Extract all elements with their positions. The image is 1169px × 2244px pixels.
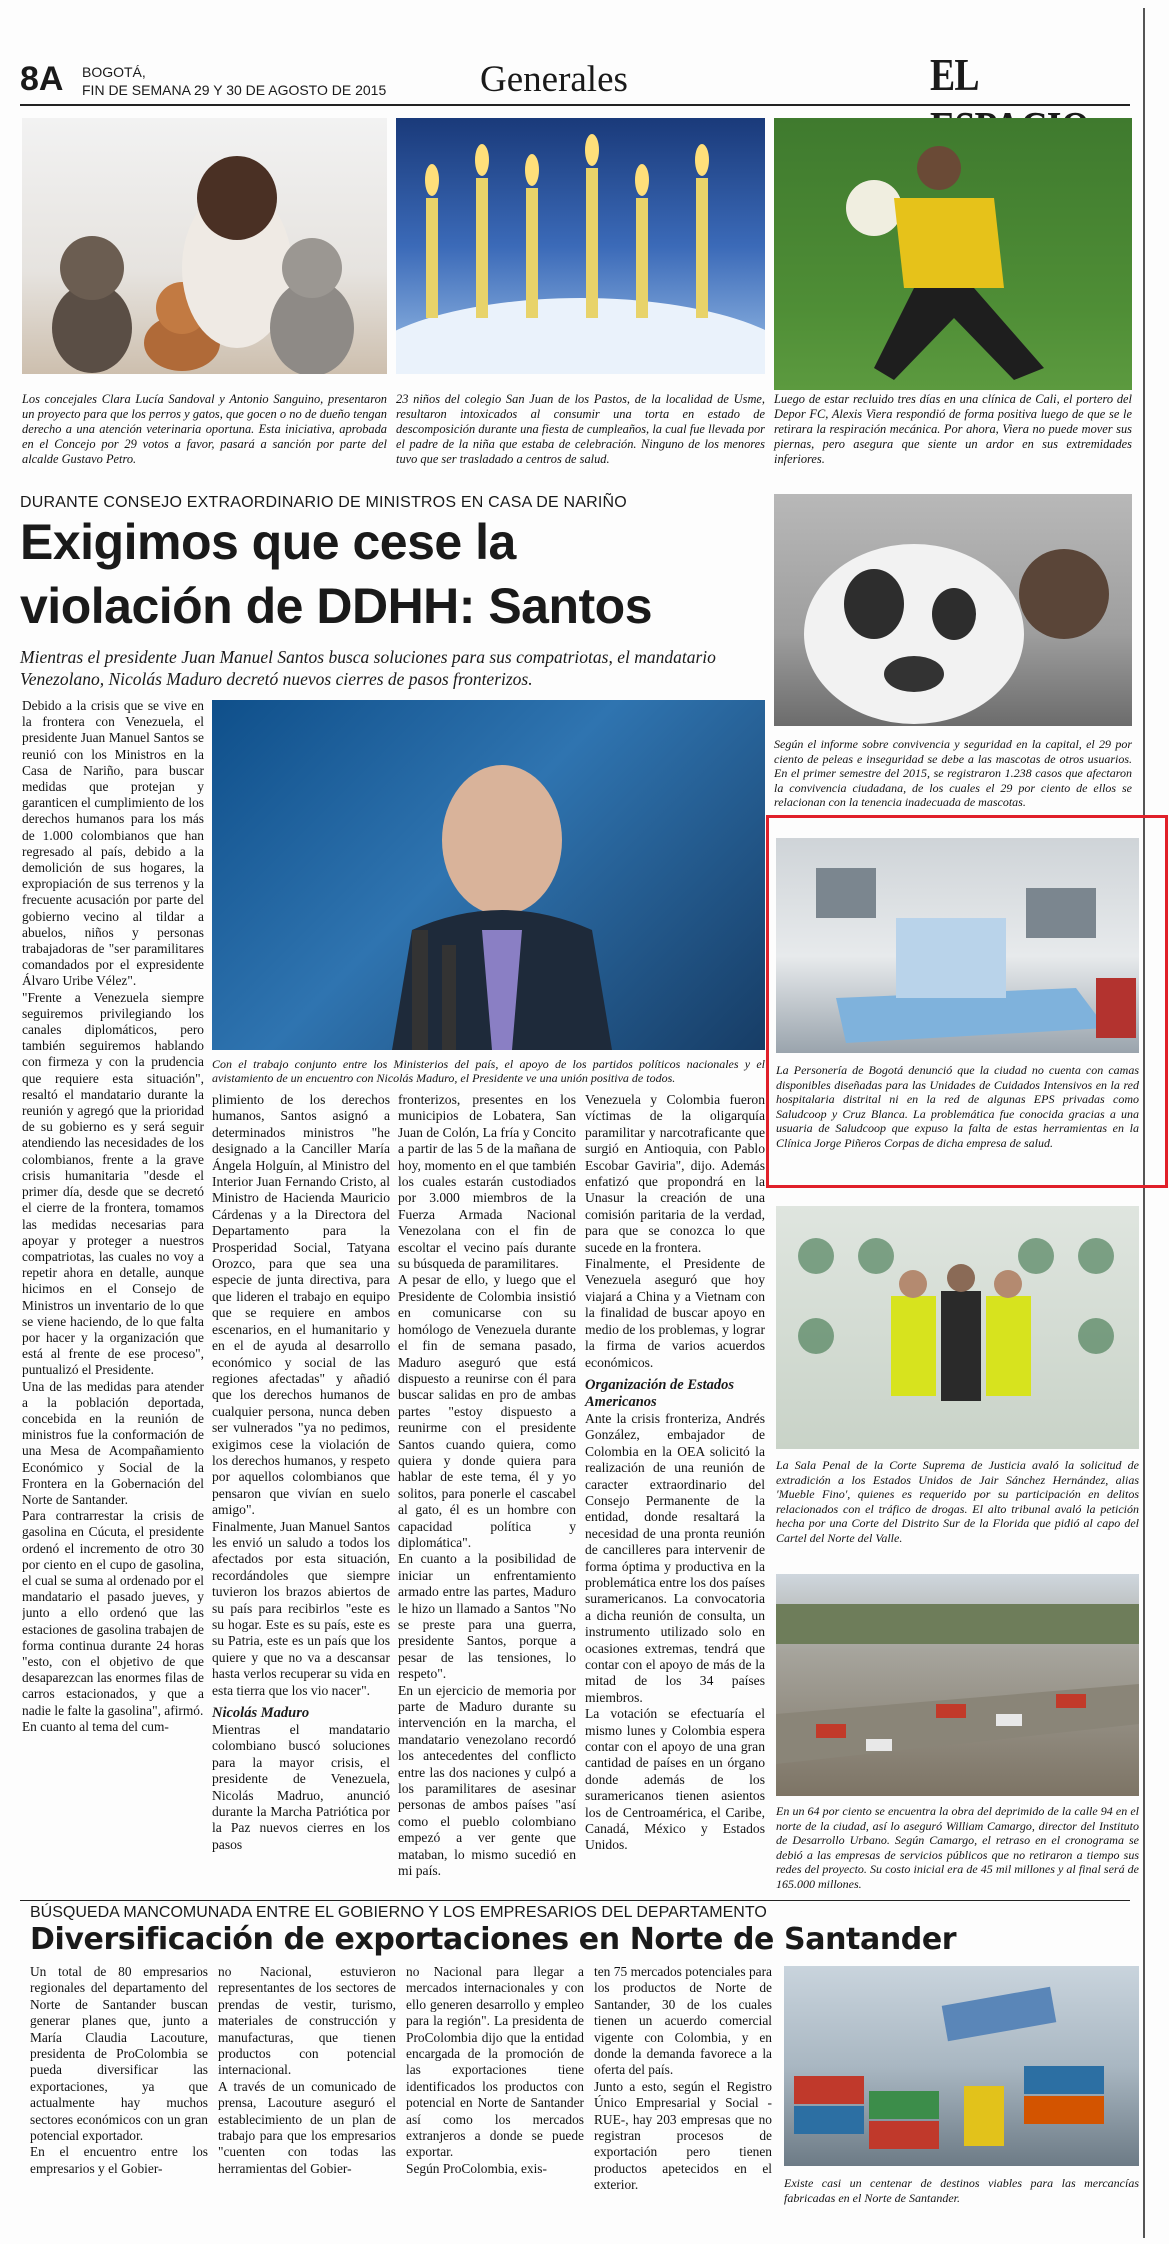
lead-column-4b-body: Ante la crisis fronteriza, Andrés González, embajador de Colombia en la OEA solicitó la realización de una reunión de caracter extraordinario del Consejo Permanente de la entidad, donde resaltará la necesidad de una pronta reunión de cancilleres para intervenir de forma óptima y productiva en la problemática entre los dos países suramericanos. La convocatoria a dicha reunión de consulta, un instrumento utilizado solo en ocasiones extremas, tendrá que contar con el apoyo de más de la mitad de los 34 países miembros. La votación se efectuaría el mismo lunes y Colombia espera contar con el apoyo de una gran cantidad de países en un órgano donde además de los suramericanos tienen asientos los de Centroamérica, el Caribe, Canadá, México y Estados Unidos. xyxy=(585,1410,765,1853)
icu-bed-photo xyxy=(776,838,1139,1053)
lead-kicker: DURANTE CONSEJO EXTRAORDINARIO DE MINISTROS EN CASA DE NARIÑO xyxy=(20,494,627,511)
bottom-column-3: no Nacional para llegar a mercados internacionales y con ello generen desarrollo y empleo para la región". La presidenta de ProColombia dijo que la entidad encargada de la promoción de las exportaciones tiene identificados los productos con potencial en Norte de Santander así como los mercados extranjeros a donde se puede exportar. Según ProColombia, exis- xyxy=(406,1964,584,2176)
pets-photo xyxy=(22,118,387,374)
police-arrest-photo xyxy=(776,1206,1139,1449)
road-works-caption: En un 64 por ciento se encuentra la obra del deprimido de la calle 94 en el norte de la ciudad, así lo aseguró William Camargo, director del Instituto de Desarrollo Urbano. Según Camargo, el retraso en el cronograma se debió a las empresas de servicios públicos que no retiraron a tiempo sus redes del proyecto. Su costo inicial era de 45 mil millones y al final será de 165.000 millones. xyxy=(776,1804,1139,1891)
road-illustration xyxy=(776,1574,1139,1796)
containers-illustration xyxy=(784,1966,1139,2166)
lead-headline-line2: violación de DDHH: Santos xyxy=(20,578,653,634)
dog-photo xyxy=(774,494,1132,726)
lead-column-2-body: plimiento de los derechos humanos, Santos asignó a determinados ministros "he designado a la Canciller María Ángela Holguín, al Ministro del Interior Juan Fernando Cristo, al Ministro de Hacienda Mauricio Cárdenas y a la Directora del Departamento para la Prosperidad Social, Tatyana Orozco, para que sea una especie de junta directiva, para que lideren el trabajo en equipo que se requiere en ambos escenarios, en el humanitario y en el de ayuda al desarrollo económico y social de las regiones afectadas" y añadió que los derechos humanos de cualquier persona, nunca deben ser vulnerados "ya no pedimos, exigimos cese la violación de los derechos humanos, y respeto por aquellos colombianos que pensaron que vivían en suelo amigo". Finalmente, Juan Manuel Santos les envió un saludo a todos los afectados por esta situación, recordándoles que siempre tuvieron los brazos abiertos de su país para recibirlos "este es su hogar. Este es su país, este es su Patria, este es un país que los quiere y que no va a descansar hasta verlos recuperar su vida en esta tierra que los vio nacer". xyxy=(212,1092,390,1698)
pets-illustration xyxy=(22,118,387,374)
santos-photo-caption: Con el trabajo conjunto entre los Ministerios del país, el apoyo de los partidos políticos nacionales y el avistamiento de un encuentro con Nicolás Maduro, el Presidente ve una unión positiva de todos. xyxy=(212,1057,765,1085)
lead-deck: Mientras el presidente Juan Manuel Santos busca soluciones para sus compatriotas, el mandatario Venezolano, Nicolás Maduro decretó nuevos cierres de pasos fronterizos. xyxy=(20,647,716,689)
section-title: Generales xyxy=(480,59,628,100)
bottom-story-rule xyxy=(20,1900,1130,1901)
lead-headline-line1: Exigimos que cese la xyxy=(20,514,516,570)
bottom-kicker: BÚSQUEDA MANCOMUNADA ENTRE EL GOBIERNO Y LOS EMPRESARIOS DEL DEPARTAMENTO xyxy=(30,1904,767,1921)
lead-column-2b-body: Mientras el mandatario colombiano buscó soluciones para la mayor crisis, el presidente de Venezuela, Nicolás Madruo, anunció durante la Marcha Patriótica por la Paz nuevos cierres en los pasos xyxy=(212,1722,390,1852)
oea-subhead: Organización de Estados Americanos xyxy=(585,1376,735,1410)
birthday-cake-photo xyxy=(396,118,765,374)
page-number: 8A xyxy=(20,60,64,98)
cake-caption: 23 niños del colegio San Juan de los Pastos, de la localidad de Usme, resultaron intoxicados al consumir una torta en estado de descomposición durante una fiesta de cumpleaños, la cual fue llevada por el padre de la niña que estaba de celebración. Ninguno de los menores tuvo que ser trasladado a centros de salud. xyxy=(396,392,765,466)
bottom-column-4: ten 75 mercados potenciales para los productos de Norte de Santander, 30 de los cuales tienen un acuerdo comercial vigente con Colombia, y en donde la demanda favorece a la oferta del país. Junto a esto, según el Registro Único Empresarial y Social -RUE-, hay 203 empresas que no registran procesos de exportación pero tienen productos apetecidos en el exterior. xyxy=(594,1964,772,2193)
extradition-caption: La Sala Penal de la Corte Suprema de Justicia avaló la solicitud de extradición a los Estados Unidos de Jair Sánchez Hernández, alias 'Mueble Fino', quienes es requerido por su participación en delitos relacionados con el tráfico de drogas. El alto tribunal avaló la petición hecha por una Corte del Distrito Sur de la Florida que pidió al capo del Cartel del Norte del Valle. xyxy=(776,1458,1139,1545)
cargo-containers-photo xyxy=(784,1966,1139,2166)
santos-photo xyxy=(212,700,765,1050)
goalkeeper-caption: Luego de estar recluido tres días en una clínica de Cali, el portero del Depor FC, Alexis Viera respondió de forma positiva luego de que se le retirara la respiración mecánica. Por ahora, Viera no puede mover sus piernas, pero asegura que siente un ardor en sus extremidades inferiores. xyxy=(774,392,1132,466)
candles-illustration xyxy=(396,118,765,374)
newspaper-logo: EL xyxy=(930,49,977,100)
pets-caption: Los concejales Clara Lucía Sandoval y Antonio Sanguino, presentaron un proyecto para que los perros y gatos, que gocen o no de dueño tengan derecho a una atención veterinaria oportuna. Esta iniciativa, aprobada en el Concejo por 29 votos a favor, pasará a sanción por parte del alcalde Gustavo Petro. xyxy=(22,392,387,466)
bottom-headline: Diversificación de exportaciones en Norte de Santander xyxy=(30,1922,957,1957)
road-works-photo xyxy=(776,1574,1139,1796)
icu-bed-illustration xyxy=(776,838,1139,1053)
lead-column-3: fronterizos, presentes en los municipios de Lobatera, San Juan de Colón, La fría y Concito a partir de las 5 de la mañana de hoy, momento en el que también los cuales estarán custodiados por 3.000 miembros de la Fuerza Armada Nacional Venezolana con el fin de escoltar el vecino país durante su búsqueda de paramilitares. A pesar de ello, y luego que el Presidente de Colombia insistió en comunicarse con su homólogo de Venezuela durante el fin de semana pasado, Maduro aseguró que está dispuesto a reunirse con él para buscar salidas en pro de ambas partes "estoy dispuesto a reunirme con el presidente Santos cuando quiera, como quiera y donde quiera para hablar de este tema, él y yo solitos, para ponerle el cascabel al gato, él es un hombre con capacidad política y diplomática". En cuanto a la posibilidad de iniciar un enfrentamiento armado entre las partes, Maduro le hizo un llamado a Santos "No se preste para una guerra, presidente Santos, porque a pesar de las tensiones, lo respeto". En un ejercicio de memoria por parte de Maduro durante su intervención en la marcha, el mandatario venezolano recordó los antecedentes del conflicto entre las dos naciones y culpó a los paramilitares de asesinar personas de ambos países "así como el pueblo colombiano empezó a ver gente que mataban, lo mismo sucedió en mi país. xyxy=(398,1092,576,1879)
containers-caption: Existe casi un centenar de destinos viables para las mercancías fabricadas en el Norte de Santander. xyxy=(784,2176,1139,2205)
maduro-subhead: Nicolás Maduro xyxy=(212,1705,310,1722)
goalkeeper-illustration xyxy=(774,118,1132,390)
dateline-city: BOGOTÁ, xyxy=(82,64,146,80)
goalkeeper-photo xyxy=(774,118,1132,390)
dog-caption: Según el informe sobre convivencia y seguridad en la capital, el 29 por ciento de peleas e inseguridad se debe a las mascotas de otros usuarios. En el primer semestre del 2015, se registraron 1.238 casos que afectaron la convivencia ciudadana, de los cuales el 29 por ciento de ellos se relacionan con la tenencia inadecuada de mascotas. xyxy=(774,737,1132,809)
icu-caption: La Personería de Bogotá denunció que la ciudad no cuenta con camas disponibles diseñadas para las Unidades de Cuidados Intensivos en la red hospitalaria distrital ni en la red de algunas EPS privadas como Saludcoop y Cruz Blanca. La problemática fue conocida gracias a una usuaria de Saludcoop que expuso la falta de estas herramientas en la Clínica Jorge Piñeros Corpas de dicha empresa de salud. xyxy=(776,1063,1139,1150)
police-illustration xyxy=(776,1206,1139,1449)
lead-column-4-body: Venezuela y Colombia fueron víctimas de la oligarquía paramilitar y narcotraficante que surgió en Antioquia, con Pablo Escobar Gaviria", dijo. Además enfatizó que propondrá en la Unasur la creación de una comisión paritaria de la verdad, para que se conozca lo que sucede en la frontera. Finalmente, el Presidente de Venezuela aseguró que hoy viajará a China y a Vietnam con la finalidad de buscar apoyo en medio de los problemas, y lograr la firma de varios acuerdos económicos. xyxy=(585,1092,765,1370)
dog-illustration xyxy=(774,494,1132,726)
lead-column-2 xyxy=(212,1092,390,1853)
bottom-column-1: Un total de 80 empresarios regionales del departamento del Norte de Santander buscan generar planes que, junto a María Claudia Lacouture, presidenta de ProColombia se pueda diversificar las exportaciones, ya que actualmente hay muchos sectores económicos con un gran potencial exportador. En el encuentro entre los empresarios y el Gobier- xyxy=(30,1964,208,2176)
dateline-date: FIN DE SEMANA 29 Y 30 DE AGOSTO DE 2015 xyxy=(82,82,387,98)
lead-column-4 xyxy=(585,1092,765,1854)
santos-illustration xyxy=(212,700,765,1050)
masthead-rule xyxy=(20,104,1130,106)
bottom-column-2: no Nacional, estuvieron representantes de los sectores de prendas de vestir, turismo, materiales de construcción y manufacturas, que tienen productos con potencial internacional. A través de un comunicado de prensa, Lacouture aseguró el establecimiento de un plan de trabajo para que los empresarios "cuenten con todas las herramientas del Gobier- xyxy=(218,1964,396,2176)
lead-column-1: Debido a la crisis que se vive en la frontera con Venezuela, el presidente Juan Manuel Santos se reunió con los Ministros en la Casa de Nariño, para buscar medidas que protejan y garanticen el cumplimiento de los derechos humanos para los más de 1.000 colombianos que han regresado al país, debido a la demolición de sus hogares, la expropiación de sus terrenos y la frecuente acusación por parte del gobierno vecino al tildar a abuelos, niños y personas trabajadoras de "ser paramilitares comandados por el expresidente Álvaro Uribe Vélez". "Frente a Venezuela siempre seguiremos privilegiando los canales diplomáticos, pero también seguiremos hablando con firmeza y con la prudencia que requiere esta situación", resaltó el mandatario durante la reunión y agregó que la prioridad de su gobierno es y será seguir atendiendo las necesidades de los colombianos, frente a la grave crisis humanitaria "desde el primer día, desde que se decretó el cierre de la frontera, tomamos las medidas necesarias para apoyar y proteger a nuestros compatriotas, las cuales no voy a repetir ahora en detalle, aunque hicimos en el Consejo de Ministros un inventario de lo que se viene haciendo, de lo que falta por hacer y la organización que está al frente de ese proceso", puntualizó el Presidente. Una de las medidas para atender a la población deportada, concebida en la reunión de ministros fue la conformación de una Mesa de Acompañamiento Económico y Social de la Frontera en la Gobernación del Norte de Santander. Para contrarrestar la crisis de gasolina en Cúcuta, el presidente ordenó el incremento de otro 30 por ciento en el cupo de gasolina, el cual se suma al ordenado por el mandatario el pasado jueves, y junto a ello ordenó que las estaciones de gasolina trabajen de forma continua durante 24 horas "esto, con el objetivo de que desaparezcan las enormes filas de carros estacionados, y que a nadie le falte la gasolina", afirmó. En cuanto al tema del cum- xyxy=(22,698,204,1734)
